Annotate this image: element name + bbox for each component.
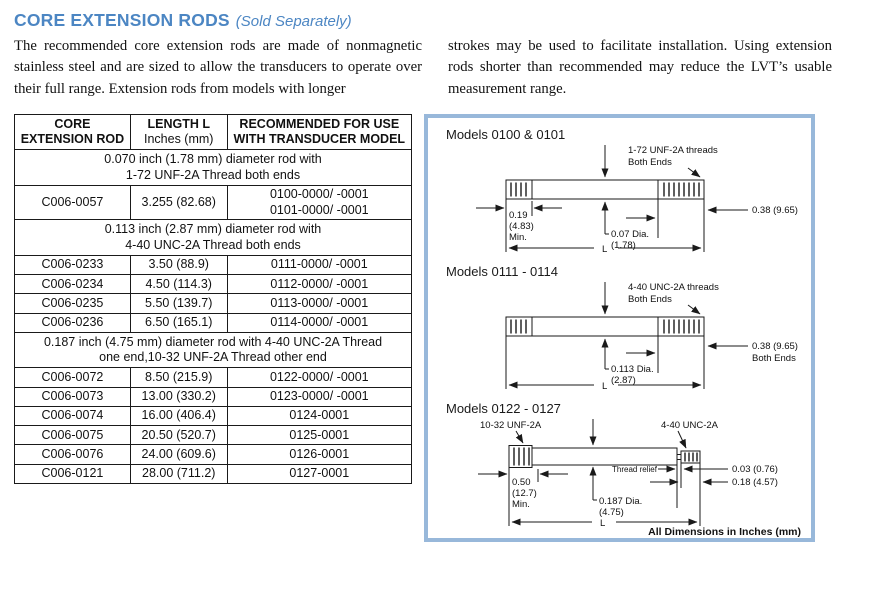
cell-models: 0123-0000/ -0001	[227, 387, 411, 406]
cell-rod: C006-0075	[15, 426, 131, 445]
content-row	[14, 114, 877, 542]
cell-rod: C006-0072	[15, 368, 131, 387]
table-row	[15, 275, 412, 294]
end-length-value: 0.38 (9.65)	[752, 340, 798, 352]
diagram1-title: Models 0100 & 0101	[446, 126, 566, 142]
page-title-suffix: (Sold Separately)	[235, 13, 352, 30]
table-row	[15, 294, 412, 313]
end-length-note: Both Ends	[752, 352, 796, 364]
intro-paragraphs	[14, 36, 877, 100]
cell-length: 24.00 (609.6)	[130, 445, 227, 464]
diagram3-rod-drawing	[428, 416, 812, 530]
cell-length: 13.00 (330.2)	[130, 387, 227, 406]
cell-models: 0126-0001	[227, 445, 411, 464]
relief-width-value: 0.03 (0.76)	[732, 463, 778, 475]
cell-length: 6.50 (165.1)	[130, 313, 227, 332]
diagram1-rod-drawing	[428, 142, 812, 260]
diagram2-rod-drawing	[428, 279, 812, 397]
cell-rod: C006-0233	[15, 255, 131, 274]
section-note-row	[15, 332, 412, 368]
min-dim-mm: (4.83)	[509, 220, 534, 232]
dia-mm: (1.78)	[611, 239, 636, 251]
dia-value: 0.187 Dia.	[599, 495, 643, 507]
thread-left-label: 10-32 UNF-2A	[480, 419, 542, 431]
table-row	[15, 426, 412, 445]
table-row	[15, 464, 412, 483]
thread-relief-label: Thread relief	[612, 464, 657, 474]
table-row	[15, 313, 412, 332]
table-row	[15, 406, 412, 425]
dimensions-footnote: All Dimensions in Inches (mm)	[648, 525, 801, 538]
header-core-extension-rod: CORE EXTENSION ROD	[15, 114, 131, 150]
core-extension-rod-table	[14, 114, 412, 484]
cell-length: 3.255 (82.68)	[130, 185, 227, 220]
table-row	[15, 387, 412, 406]
cell-models: 0100-0000/ -0001 0101-0000/ -0001	[227, 185, 411, 220]
section-note-row	[15, 150, 412, 186]
cell-rod: C006-0074	[15, 406, 131, 425]
min-dim-value: 0.50	[512, 476, 531, 488]
thread-label-line2: Both Ends	[628, 156, 672, 168]
dia-mm: (2.87)	[611, 374, 636, 386]
cell-length: 20.50 (520.7)	[130, 426, 227, 445]
cell-models: 0122-0000/ -0001	[227, 368, 411, 387]
length-label: L	[602, 380, 608, 392]
thread-label-line1: 1-72 UNF-2A threads	[628, 144, 718, 156]
length-label: L	[602, 243, 608, 255]
page-title	[14, 10, 877, 31]
thread-right-label: 4-40 UNC-2A	[661, 419, 719, 431]
diagram-panel	[424, 114, 815, 542]
cell-rod: C006-0236	[15, 313, 131, 332]
header-length: LENGTH L Inches (mm)	[130, 114, 227, 150]
min-dim-mm: (12.7)	[512, 487, 537, 499]
cell-length: 3.50 (88.9)	[130, 255, 227, 274]
cell-models: 0112-0000/ -0001	[227, 275, 411, 294]
table-row	[15, 185, 412, 220]
dia-mm: (4.75)	[599, 506, 624, 518]
cell-rod: C006-0057	[15, 185, 131, 220]
cell-length: 5.50 (139.7)	[130, 294, 227, 313]
cell-models: 0127-0001	[227, 464, 411, 483]
cell-length: 28.00 (711.2)	[130, 464, 227, 483]
thread-left-leader-arrow	[516, 431, 523, 443]
cell-rod: C006-0121	[15, 464, 131, 483]
cell-models: 0114-0000/ -0001	[227, 313, 411, 332]
thread-leader-arrow	[688, 168, 700, 177]
cell-rod: C006-0073	[15, 387, 131, 406]
section-note-1: 0.070 inch (1.78 mm) diameter rod with 1-72 UNF-2A Thread both ends	[15, 150, 412, 186]
cell-models: 0124-0001	[227, 406, 411, 425]
table-row	[15, 255, 412, 274]
page-title-text: CORE EXTENSION RODS	[14, 10, 230, 30]
section-note-2: 0.113 inch (2.87 mm) diameter rod with 4-40 UNC-2A Thread both ends	[15, 220, 412, 256]
cell-length: 16.00 (406.4)	[130, 406, 227, 425]
table-row	[15, 445, 412, 464]
stub-length-value: 0.18 (4.57)	[732, 476, 778, 488]
end-length-value: 0.38 (9.65)	[752, 204, 798, 216]
cell-models: 0111-0000/ -0001	[227, 255, 411, 274]
thread-label-line2: Both Ends	[628, 293, 672, 305]
cell-rod: C006-0235	[15, 294, 131, 313]
cell-rod: C006-0076	[15, 445, 131, 464]
dia-value: 0.07 Dia.	[611, 228, 650, 240]
table-header-row	[15, 114, 412, 150]
intro-column-left: The recommended core extension rods are made of nonmagnetic stainless steel and are sized to allow the transducers to operate over their full range. Extension rods from models with longer	[14, 38, 422, 97]
diagram3-title: Models 0122 - 0127	[446, 400, 561, 416]
cell-rod: C006-0234	[15, 275, 131, 294]
min-dim-value: 0.19	[509, 209, 528, 221]
intro-column-right: strokes may be used to facilitate installation. Using extension rods shorter than recommended may reduce the LVT’s usable measurement range.	[448, 38, 832, 97]
rod-body-outline	[532, 448, 677, 465]
length-label: L	[600, 517, 606, 529]
table-row	[15, 368, 412, 387]
diagram2-title: Models 0111 - 0114	[446, 263, 559, 279]
thread-leader-arrow	[688, 305, 700, 314]
cell-models: 0125-0001	[227, 426, 411, 445]
section-note-row	[15, 220, 412, 256]
min-dim-note: Min.	[509, 231, 527, 243]
header-recommended-model: RECOMMENDED FOR USE WITH TRANSDUCER MODEL	[227, 114, 411, 150]
thread-label-line1: 4-40 UNC-2A threads	[628, 281, 719, 293]
dia-value: 0.113 Dia.	[611, 363, 654, 375]
cell-length: 4.50 (114.3)	[130, 275, 227, 294]
section-note-3: 0.187 inch (4.75 mm) diameter rod with 4-40 UNC-2A Thread one end,10-32 UNF-2A Thread other end	[15, 332, 412, 368]
min-dim-note: Min.	[512, 498, 530, 510]
cell-length: 8.50 (215.9)	[130, 368, 227, 387]
thread-right-leader-arrow	[678, 431, 686, 448]
cell-models: 0113-0000/ -0001	[227, 294, 411, 313]
